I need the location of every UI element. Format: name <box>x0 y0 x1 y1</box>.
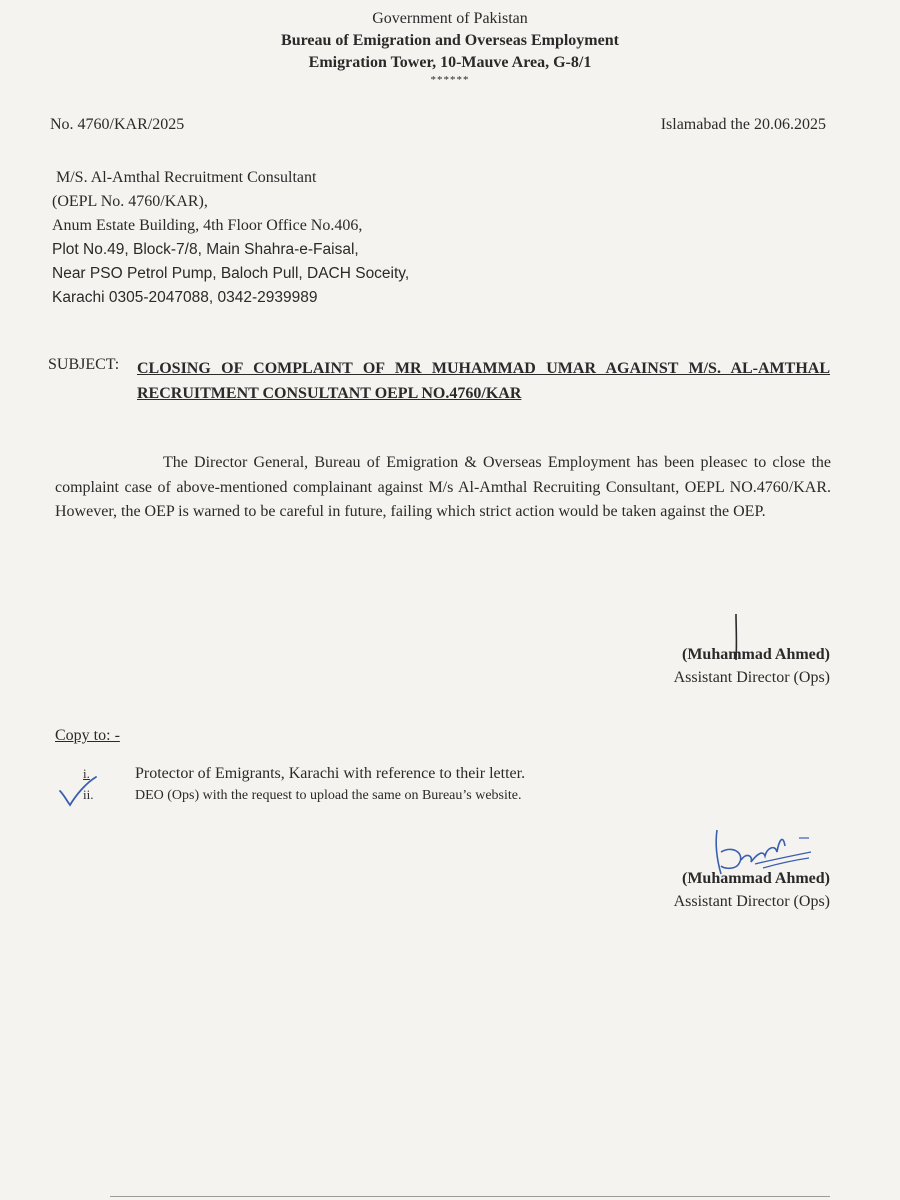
subject-text: CLOSING OF COMPLAINT OF MR MUHAMMAD UMAR AGAINST M/S. AL-AMTHAL RECRUITMENT CONSULTANT OEPL NO.4760/KAR <box>137 360 830 402</box>
place-date: Islamabad the 20.06.2025 <box>660 116 826 133</box>
addressee-line: Plot No.49, Block-7/8, Main Shahra-e-Faisal, <box>52 241 359 258</box>
addressee-line: (OEPL No. 4760/KAR), <box>52 193 208 210</box>
addressee-line: Near PSO Petrol Pump, Baloch Pull, DACH Soceity, <box>52 265 410 282</box>
addressee-block <box>52 166 409 310</box>
letterhead-government: Government of Pakistan <box>372 10 528 27</box>
signature-block <box>674 643 830 689</box>
copy-to-item-text: DEO (Ops) with the request to upload the same on Bureau’s website. <box>135 788 522 803</box>
addressee-line: Karachi 0305-2047088, 0342-2939989 <box>52 289 318 306</box>
copy-to-item-text: Protector of Emigrants, Karachi with reference to their letter. <box>135 765 526 782</box>
copy-to-item-number: i. <box>83 766 90 781</box>
reference-number: No. 4760/KAR/2025 <box>50 116 185 133</box>
addressee-line: M/S. Al-Amthal Recruitment Consultant <box>56 169 317 186</box>
subject-label: SUBJECT: <box>48 356 120 373</box>
signature-block <box>674 867 830 913</box>
body-paragraph <box>55 451 831 525</box>
letterhead-address: Emigration Tower, 10-Mauve Area, G-8/1 <box>308 54 592 71</box>
letterhead-bureau: Bureau of Emigration and Overseas Employment <box>281 32 619 49</box>
signatory-designation: Assistant Director (Ops) <box>673 669 830 686</box>
signatory-designation: Assistant Director (Ops) <box>673 893 830 910</box>
copy-to-item <box>83 787 521 804</box>
copy-to-item <box>83 765 525 783</box>
bottom-rule <box>110 1196 830 1197</box>
signatory-name: (Muhammad Ahmed) <box>681 870 830 887</box>
checkmark-icon <box>58 775 98 809</box>
body-text: The Director General, Bureau of Emigration & Overseas Employment has been pleasec to close the complaint case of above-mentioned complainant against M/s Al-Amthal Recruiting Consultant, OEPL NO.4760/KAR. However, the OEP is warned to be careful in future, failing which strict action would be taken against the OEP. <box>55 454 831 520</box>
copy-to-item-number: ii. <box>83 787 94 802</box>
copy-to-label: Copy to: - <box>55 727 120 744</box>
signatory-name: (Muhammad Ahmed) <box>681 646 830 663</box>
addressee-line: Anum Estate Building, 4th Floor Office No.406, <box>52 217 363 234</box>
letterhead-stars: ****** <box>430 74 470 86</box>
